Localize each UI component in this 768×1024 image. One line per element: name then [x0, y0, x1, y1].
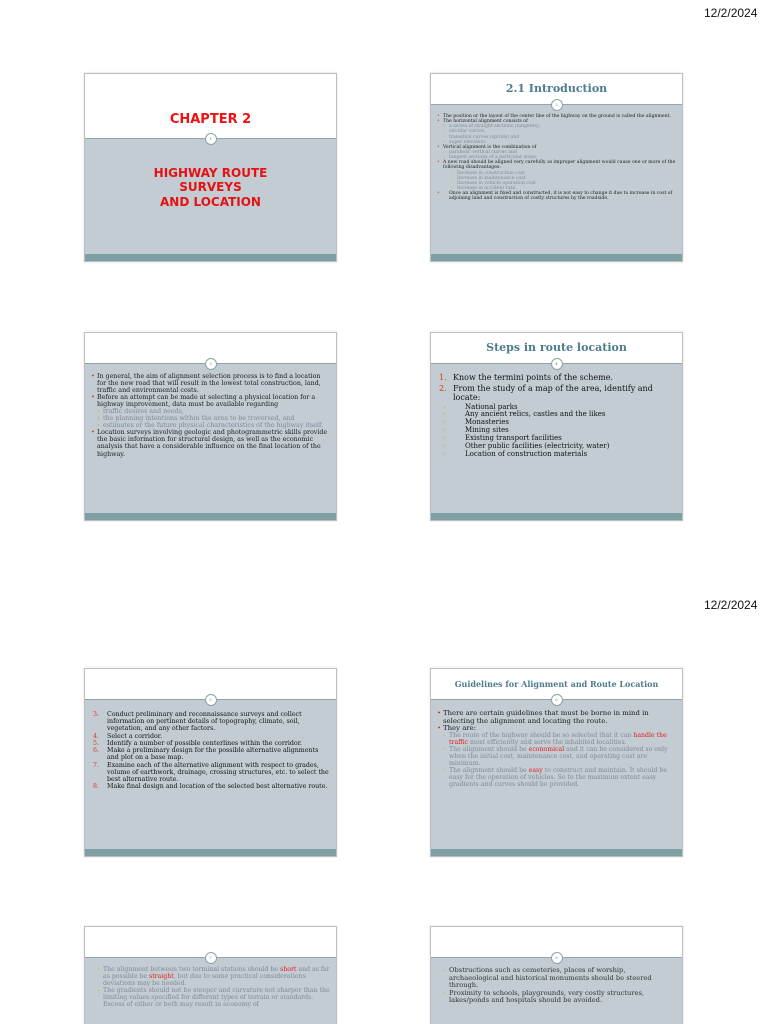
title-line: HIGHWAY ROUTE	[153, 166, 268, 180]
page-date: 12/2/2024	[704, 598, 758, 612]
bullet: • There are certain guidelines that must be borne in mind in selecting the alignment and locating the route.	[437, 710, 676, 725]
sub-bullet: › parabolic vertical curves and	[437, 150, 676, 155]
numbered-step: 2. From the study of a map of the area, identify and locate:	[439, 384, 653, 403]
slide-steps-continued[interactable]	[84, 668, 337, 857]
numbered-step: 8. Make final design and location of the selected best alternative route.	[93, 783, 328, 791]
numbered-step: 1. Know the termini points of the scheme.	[439, 373, 613, 382]
sub-bullet: › estimates or the future physical characteristics of the highway itself.	[91, 422, 330, 429]
sub-bullet: › Location of construction materials	[437, 451, 676, 459]
sub-bullet: › a series of straight sections (tangents),	[437, 124, 676, 129]
sub-bullet: › Existing transport facilities	[437, 435, 676, 443]
slide-number: 3	[205, 358, 217, 370]
title-line: SURVEYS	[179, 180, 242, 194]
numbered-step: 7. Examine each of the alternative alignment with respect to grades, volume of earthwork, drainage, crossing structures, etc. to select the best alternative route.	[93, 761, 329, 784]
slide-body	[437, 710, 676, 789]
bullet: • In general, the aim of alignment selection process is to find a location for the new road that will result in the lowest total construction, land, traffic and environmental costs.	[91, 373, 330, 394]
slide-body	[91, 711, 330, 791]
sub-bullet: › Any ancient relics, castles and the likes	[437, 411, 676, 419]
bullet: • Before an attempt can be made at selecting a physical location for a highway improvement, data must be available regarding	[91, 394, 330, 408]
bullet: • Location surveys involving geologic and photogrammetric skills provide the basic information for structural design, as well as the economic analysis that have a considerable influence on the final location of the highway.	[91, 429, 330, 457]
slide-number: 5	[205, 694, 217, 706]
slide-number: 8	[551, 952, 563, 964]
sub-bullet: › Mining sites	[437, 427, 676, 435]
sub-bullet: › transition curves (spirals) and	[437, 135, 676, 140]
sub-bullet: › Other public facilities (electricity, water)	[437, 443, 676, 451]
sub-bullet: › The alignment should be economical and it can be considered so only when the initial cost, maintenance cost, and operating cost are minimum.	[437, 747, 676, 768]
slide-obstructions[interactable]	[430, 926, 683, 1024]
bullet: • A new road should be aligned very carefully as improper alignment would cause one or more of the following disadvantages:	[437, 160, 676, 170]
slide-alignment-aim[interactable]	[84, 332, 337, 521]
page-date: 12/2/2024	[704, 6, 758, 20]
bullet: • Vertical alignment is the combination of	[437, 145, 676, 150]
slide-body	[437, 373, 676, 458]
slide-number: 6	[551, 694, 563, 706]
slide-number: 2	[551, 99, 563, 111]
slide-footer-bar	[431, 254, 682, 261]
slide-footer-bar	[85, 254, 336, 261]
slide-footer-bar	[431, 849, 682, 856]
sub-bullet: › circular curves,	[437, 129, 676, 134]
sub-bullet: › super elevation.	[437, 140, 676, 145]
sub-bullet: › Increase in maintenance cost	[437, 176, 676, 181]
slide-title: 2.1 Introduction	[505, 82, 608, 95]
slide-body	[91, 967, 330, 1009]
numbered-step: 4. Select a corridor.	[93, 732, 163, 740]
sub-bullet: › Proximity to schools, playgrounds, very costly structures, lakes/ponds and hospitals should be avoided.	[437, 990, 676, 1005]
bullet: • Once an alignment is fixed and constructed, it is not easy to change it due to increase in cost of adjoining land and construction of costly structures by the roadside.	[437, 191, 676, 201]
numbered-step: 5. Identify a number of possible centerlines within the corridor.	[93, 739, 303, 747]
sub-bullet: › The route of the highway should be so selected that it can handle the traffic most efficiently and serve the inhabited localities.	[437, 733, 676, 747]
numbered-step: 6. Make a preliminary design for the possible alternative alignments and plot on a base map.	[93, 747, 319, 762]
sub-bullet: › The gradients should not be steeper and curvature not sharper than the limiting values specified for different types of terrain or standards. Excess of either or both may result in economy of	[91, 988, 330, 1009]
bullet: • The horizontal alignment consists of	[437, 119, 676, 124]
chapter-label: CHAPTER 2	[169, 112, 252, 127]
slide-footer-bar	[85, 849, 336, 856]
slide-body	[437, 114, 676, 201]
slide-title: Steps in route location	[486, 341, 627, 354]
sub-bullet: › Obstructions such as cemeteries, places of worship, archaeological and historical monuments should be steered through.	[437, 967, 676, 990]
slide-number: 4	[551, 358, 563, 370]
slide-header	[85, 74, 336, 139]
slide-number: 1	[205, 133, 217, 145]
slide-title: Guidelines for Alignment and Route Location	[454, 679, 659, 689]
slide-guidelines-continued[interactable]	[84, 926, 337, 1024]
sub-bullet: › The alignment should be easy to construct and maintain. It should be easy for the operation of vehicles. So to the maximum extent easy gradients and curves should be provided.	[437, 768, 676, 789]
sub-bullet: › The alignment between two terminal stations should be short and as far as possible be straight, but due to some practical considerations deviations may be needed.	[91, 967, 330, 988]
sub-bullet: › National parks	[437, 404, 676, 412]
slide-body	[437, 967, 676, 1005]
slide-body	[91, 373, 330, 458]
sub-bullet: › Increase in construction cost	[437, 171, 676, 176]
sub-bullet: › traffic desires and needs,	[91, 408, 330, 415]
slide-introduction[interactable]	[430, 73, 683, 262]
slide-steps-route-location[interactable]	[430, 332, 683, 521]
sub-bullet: › Increase in accident rate.	[437, 186, 676, 191]
slide-footer-bar	[431, 513, 682, 520]
sub-bullet: › Monasteries	[437, 419, 676, 427]
slide-number: 7	[205, 952, 217, 964]
title-line: AND LOCATION	[160, 195, 261, 209]
slide-chapter-title[interactable]	[84, 73, 337, 262]
bullet: • They are:	[437, 725, 676, 733]
numbered-step: 3. Conduct preliminary and reconnaissance surveys and collect information on pertinent details of topography, climate, soil, vegetation, and any other factors.	[93, 711, 302, 733]
bullet: • The position or the layout of the center line of the highway on the ground is called the alignment.	[437, 114, 676, 119]
slide-footer-bar	[85, 513, 336, 520]
sub-bullet: › the planning intentions within the area to be traversed, and	[91, 415, 330, 422]
sub-bullet: › tangent sections of a particular slope.	[437, 155, 676, 160]
slide-guidelines[interactable]	[430, 668, 683, 857]
sub-bullet: › Increase in vehicle operation cost	[437, 181, 676, 186]
